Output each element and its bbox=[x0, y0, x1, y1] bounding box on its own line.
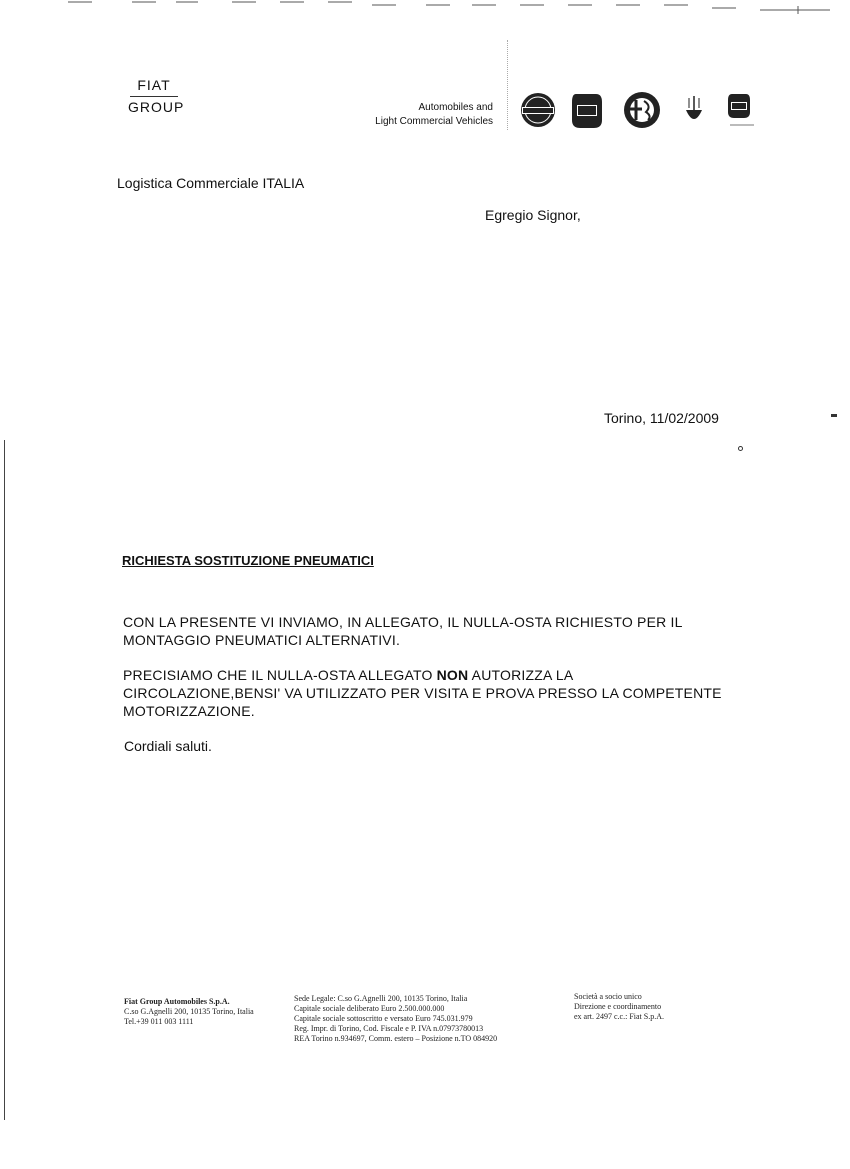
fiat-group-logo-rule bbox=[130, 96, 178, 97]
footer-legal-line: Capitale sociale deliberato Euro 2.500.000.000 bbox=[294, 1004, 445, 1013]
brand-logos bbox=[518, 88, 763, 132]
paragraph-2-end: AUTORIZZA LA CIRCOLAZIONE,BENSI' VA UTILIZZATO PER VISITA E PROVA PRESSO LA COMPETENTE MOTORIZZAZIONE. bbox=[123, 667, 722, 719]
footer-ownership-line: ex art. 2497 c.c.: Fiat S.p.A. bbox=[574, 1012, 664, 1021]
footer-legal-line: REA Torino n.934697, Comm. estero – Posizione n.TO 084920 bbox=[294, 1034, 498, 1043]
footer-company bbox=[124, 997, 294, 1027]
footer-legal-line: Reg. Impr. di Torino, Cod. Fiscale e P. IVA n.07973780013 bbox=[294, 1024, 484, 1033]
division-line-2: Light Commercial Vehicles bbox=[375, 116, 493, 127]
fiat-group-logo-bottom: GROUP bbox=[128, 99, 185, 115]
paragraph-2 bbox=[123, 666, 733, 720]
footer-company-name: Fiat Group Automobiles S.p.A. bbox=[124, 997, 230, 1006]
footer-legal bbox=[294, 994, 534, 1044]
alfa-romeo-logo-icon bbox=[624, 92, 660, 128]
header-divider bbox=[507, 40, 508, 130]
paragraph-1: CON LA PRESENTE VI INVIAMO, IN ALLEGATO, IL NULLA-OSTA RICHIESTO PER IL MONTAGGIO PNEUMATICI ALTERNATIVI. bbox=[123, 614, 683, 648]
footer-ownership-line: Società a socio unico bbox=[574, 992, 642, 1001]
abarth-logo-icon bbox=[686, 96, 702, 119]
fiat-group-logo-top: FIAT bbox=[137, 77, 171, 93]
scan-mark bbox=[831, 414, 837, 417]
scan-edge-artifact bbox=[0, 0, 850, 14]
footer-legal-line: Sede Legale: C.so G.Agnelli 200, 10135 Torino, Italia bbox=[294, 994, 468, 1003]
footer-ownership bbox=[574, 992, 714, 1022]
footer-company-phone: Tel.+39 011 003 1111 bbox=[124, 1017, 194, 1026]
scan-dot bbox=[738, 446, 743, 451]
footer-ownership-line: Direzione e coordinamento bbox=[574, 1002, 662, 1011]
paragraph-2-start: PRECISIAMO CHE IL NULLA-OSTA ALLEGATO bbox=[123, 667, 437, 683]
closing: Cordiali saluti. bbox=[124, 738, 212, 754]
footer-legal-line: Capitale sociale sottoscritto e versato Euro 745.031.979 bbox=[294, 1014, 473, 1023]
footer-company-address: C.so G.Agnelli 200, 10135 Torino, Italia bbox=[124, 1007, 254, 1016]
subject-line: RICHIESTA SOSTITUZIONE PNEUMATICI bbox=[122, 553, 374, 568]
division-line-1: Automobiles and bbox=[418, 102, 493, 113]
fiat-logo-icon bbox=[572, 94, 602, 128]
lancia-logo-icon bbox=[521, 93, 555, 127]
place-date: Torino, 11/02/2009 bbox=[604, 410, 719, 426]
paragraph-2-emphasis: NON bbox=[436, 667, 469, 683]
department: Logistica Commerciale ITALIA bbox=[117, 175, 305, 191]
salutation: Egregio Signor, bbox=[485, 207, 581, 223]
scan-edge-line bbox=[4, 440, 5, 1120]
fiat-professional-logo-icon bbox=[728, 94, 754, 125]
